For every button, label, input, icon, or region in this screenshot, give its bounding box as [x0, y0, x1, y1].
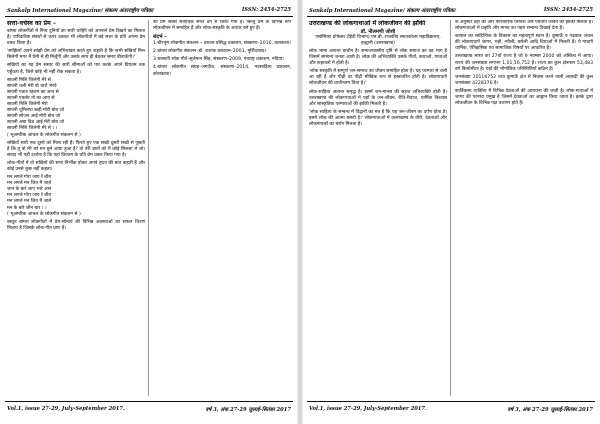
columns: [309, 20, 593, 396]
volume-english: Vol.1, issue 27-29, July-September 2017.: [7, 406, 125, 412]
paragraph: बांग्ला लोकगीतों में नित्य दुनियाँ का सारी चाहिएँ को अपनाने प्रेम दिखने का मिलता है। पारिवारिक संबंधों से ऊपर उठकर भी लोकगीतों में बड़े सत्ता के प्रति अपना प्रेम प्रकट किया है।: [7, 29, 145, 47]
reference-item: 4.बांग्ला लोकगीत संग्रह–जगदीश, संस्करण–2014, नवसाहित्य प्रकाशन, कोलकाता।: [153, 65, 291, 77]
verse-line: सावनी एकबेर तो का आय से: [7, 95, 55, 101]
paragraph: सखियाँ सारी एक दूसरे को मिला रही हैं। फिरते हुए एक सखी दूसरी सखी से पूछती है कि तू वो मेरे को मन छूने आया हुआ है? वो तेरी बातों को मैं कोई सिलसा ले लो। संवाद भी यही दर्शाता है कि यहां प्रियतम के प्रति प्रेम प्रकट किया गया है।: [7, 140, 145, 158]
page-header: [3, 4, 295, 16]
references-heading: संदर्भ –: [153, 34, 167, 41]
paragraph: वस्तुत बांग्ला लोकगीतों में प्रेम-सौन्दर्य की विभिन्न अवस्थाओं का सफल चित्रण मिलता है जिसके लोक-गीत प्राण हैं।: [7, 219, 145, 231]
paragraph: के अनुसार वहाँ की ओर पारिवारिक परिवेश और पर्वतीय जीवन की झाँकी मिलती है। लोकगाथाओं में प्रकृति और मानव का गहरा सम्बन्ध दिखाई देता है।: [455, 20, 593, 32]
folk-verse: [7, 175, 145, 212]
paragraph: 'लोक साहित्य के सम्बन्ध में विद्वानों का मत है कि यह जन-जीवन का दर्पण होता है। इसमें लोक की आत्मा बसती है।' लोकगाथाओं में उत्तराखण्ड के वीरों, देवताओं और लोकनायकों का वर्णन मिलता है।: [309, 109, 447, 128]
volume-english: Vol.1, issue 27-29, July-September 2017.: [309, 406, 427, 412]
issn: ISSN: 2454-2725: [543, 7, 593, 13]
paragraph: काफल का साहित्यिक के विकास का महत्वपूर्ण स्थान है। कुमाऊँ व गढ़वाल अंचल की लोकगाथाएँ जागर, भड़ौ, न्यौली, छपेली आदि विधाओं में मिलती हैं। ये गाथाएँ धार्मिक, ऐतिहासिक एवं सामाजिक विषयों पर आधारित हैं।: [455, 34, 593, 52]
section-title: सत्ता-वर्चस्व का प्रेम –: [7, 20, 56, 27]
left-page: [3, 4, 295, 418]
verse-line: सावनी सोजन आई मोरी बोब जो: [7, 114, 61, 120]
paragraph: जनसंख्या 10116752 तथा कुमाऊँ क्षेत्र में निवास करने वाली आबादी की कुल जनसंख्या 4228376 है।: [455, 74, 593, 86]
header-rule: [307, 16, 595, 17]
paragraph: लोक भाषा अत्यन्त प्राचीन है। समाजशास्त्रीय दृष्टि से लोक समाज का वह भाग है जिसमें सामान्य जनता आती है। लोक की अभिव्यक्ति उसके गीतों, कथाओं, गाथाओं और कहावतों में होती है।: [309, 49, 447, 67]
reference-item: 1.बीरभूम लोकगीत संकलन – दशवत प्रसिद्ध प्रकाशन, संस्करण–2016, कलकत्ता।: [153, 41, 291, 47]
reference-item: 3.बरसाती लोक गीतें–सुलेमान सिंह, संस्करण–2009, नवराष्ट्र प्रकाशन, नदिया।: [153, 57, 284, 63]
issn: ISSN: 2454-2725: [241, 7, 291, 13]
reference-item: 2.बांग्ला लोकगीत संकलन–डॉ. शशांक प्रकाशन–2003, मुर्शिदाबाद।: [153, 49, 267, 55]
left-page-column-1: [7, 20, 145, 396]
verse-source: ( भूअमरिक आंचल के लोकगीत संकलन से ): [7, 132, 81, 138]
journal-name: Sankalp International Magazine/ संकल्प अंतरराष्ट्रीय पत्रिका: [7, 8, 154, 14]
paragraph: उत्तराखण्ड भारत का 27वाँ राज्य है जो 9 नवम्बर 2000 को अस्तित्व में आया। राज्य की जनसंख्या लगभग 1,01,16,752 है। राज्य का कुल क्षेत्रफल 53,483 वर्ग किलोमीटर है। यहाँ की भौगोलिक परिस्थितियाँ कठिन हैं।: [455, 54, 593, 72]
book-gutter: [297, 0, 303, 424]
header-rule: [5, 16, 293, 17]
volume-hindi: वर्ष 3, अंक 27-29 जुलाई-सितंबर 2017: [507, 407, 593, 413]
paragraph: लोक-साहित्य अत्यन्त समृद्ध है। इसमें जन-मानस की सहज अभिव्यक्ति होती है। उत्तराखण्ड की लोकगाथाओं में यहाँ के जन-जीवन, रीति-रिवाज, धार्मिक विश्वास और सांस्कृतिक परम्पराओं की झाँकी मिलती है।: [309, 89, 447, 107]
page-footer: [3, 404, 295, 414]
footer-rule: [307, 401, 595, 402]
right-page: [305, 4, 597, 418]
volume-hindi: वर्ष 3, अंक 27-29 जुलाई-सितंबर 2017: [205, 407, 291, 413]
paragraph: 'सांझिलों अपने सांझी प्रेम को अभिव्यक्त करते हुए कहती है कि सभी सखियाँ मिल सिलेगी मगर मैं प्रेमी से ही मिलूँगी और उसके साथ ही बैठकर समय बीताऊँगी।': [7, 49, 145, 61]
paragraph: का प्रेम सबसे सर्वाधिक सरल ढंग से किया गया है। किन्तु प्रेम के विभिन्न रूप लोकजीवन में समाहित हैं और लोक-संस्कृति के आधार बने हुए हैं।: [153, 20, 291, 32]
journal-name: Sankalp International Magazine/ संकल्प अंतरराष्ट्रीय पत्रिका: [309, 8, 456, 14]
verse-line: मन लगले गोरा जाय रे बीरा: [7, 175, 52, 181]
footer-rule: [5, 401, 293, 402]
verse-line: मन के बारे जीन बार । ।: [7, 205, 47, 211]
verse-line: सावनी मिलि जिलेगी मेरो: [7, 102, 48, 108]
verse-line: सावनी धूमिलपा खड़ी मोरी बोब जो: [7, 108, 65, 114]
article-title: उत्तराखण्ड की लोकगाथाओं में लोकजीवन की झाँकी: [309, 20, 426, 27]
author-name: डॉ. नीलमणी जोशी: [360, 29, 396, 35]
verse-line: सावनी अबा ढिठ आई मेरी बोब जो: [7, 120, 64, 126]
verse-line: मन लगले मन जिव मैं जाले: [7, 181, 52, 187]
verse-source: ( भूअमरिक आंचल के लोकगीत संकलन से ): [7, 211, 81, 217]
right-page-column-1: [309, 20, 447, 396]
verse-line: सावनी चली मेरी वो चारों भेरवे: [7, 83, 57, 89]
columns: [7, 20, 291, 396]
verse-line: सावनी मिलि जिलेगी मेरे से: [7, 77, 51, 83]
verse-line: सावनी एकत्र रहलम का आन से: [7, 89, 59, 95]
paragraph: कार्तिकस्य व्यक्तिय में विभिन्न देवताओं की आराधना की जाती है। लोक-गाथाओं में जागर की परम्परा प्रमुख है जिसमें देवताओं का आह्वान किया जाता है। इनके द्वारा लोकजीवन के विभिन्न पक्ष उजागर होते हैं।: [455, 88, 593, 107]
right-page-column-2: [455, 20, 593, 396]
author-affiliation: एसोसिएट प्रोफेसर (हिंदी विभाग) एम.बी. राजकीय स्नातकोत्तर महाविद्यालय, हल्द्वानी (उत्तराखण्ड): [315, 35, 441, 46]
verse-line: सावनी मिलि जिलेगी मेरे से । ।: [7, 126, 58, 132]
column-divider: [450, 20, 451, 396]
verse-line: मन लगले गोरा जाय रे बीरा: [7, 193, 52, 199]
left-page-column-2: [153, 20, 291, 396]
paragraph: सखियों का यह प्रेम संसार की सारी सीमाओं को पार करके अपने प्रियतम तक पहुँचता है, जिसे कोई भी नहीं रोक सकता है।: [7, 63, 145, 75]
column-divider: [148, 20, 149, 396]
verse-line: मन लगले मन जिव मैं जाले: [7, 199, 52, 205]
page-header: [305, 4, 597, 16]
paragraph: 'लोक संस्कृति में सम्पूर्ण जन-समाज का जीवन समाहित होता है। यह परम्परा से चली आ रही है और पीढ़ी दर पीढ़ी मौखिक रूप से हस्तांतरित होती है। लोकगाथाएँ लोकजीवन की प्राचीनतम विधा है।': [309, 69, 447, 87]
verse-line: जान के बारे जाए भारे आन: [7, 187, 52, 193]
page-footer: [305, 404, 597, 414]
paragraph: लोक-गीतों में वो सखियों की सभा निर्भीक होकर अपने हृदय की बात कहती हैं और कोई उनसे कुछ नहीं कहता।: [7, 160, 145, 172]
folk-verse: [7, 78, 145, 133]
